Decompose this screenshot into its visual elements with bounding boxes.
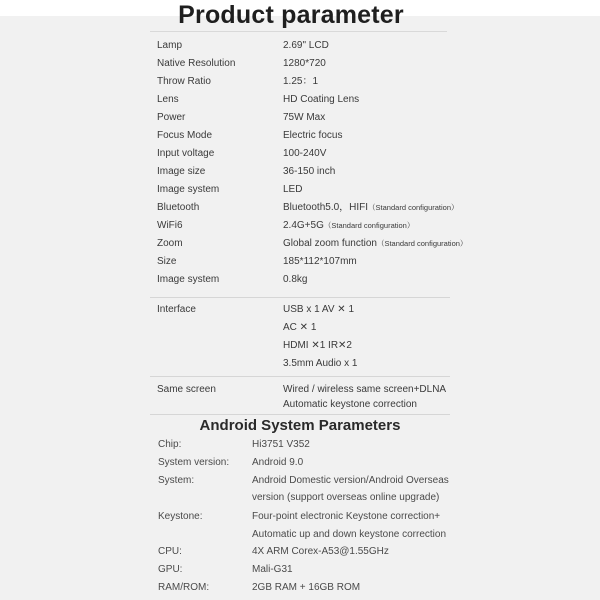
spec-key: Image system: [157, 184, 220, 195]
param-value: version (support overseas online upgrade): [252, 492, 440, 503]
android-row: [0, 579, 600, 597]
spec-key: Zoom: [157, 238, 183, 249]
spec-value: Automatic keystone correction: [283, 399, 417, 410]
spec-value-text: Global zoom function: [283, 238, 377, 249]
interface-row: [0, 301, 600, 319]
param-value: Automatic up and down keystone correction: [252, 529, 446, 540]
android-row: [0, 561, 600, 579]
param-key: GPU:: [158, 564, 183, 575]
spec-key: Throw Ratio: [157, 76, 211, 87]
param-key: Keystone:: [158, 511, 203, 522]
spec-value: [283, 199, 459, 217]
spec-key: Size: [157, 256, 177, 267]
spec-key: Image system: [157, 274, 220, 285]
spec-note: （Standard configuration）: [323, 221, 415, 230]
spec-row: [0, 109, 600, 127]
interface-row: [0, 319, 600, 337]
spec-value: HDMI ✕1 IR✕2: [283, 340, 352, 351]
spec-key: Focus Mode: [157, 130, 213, 141]
android-section-title: Android System Parameters: [199, 417, 401, 434]
spec-value: LED: [283, 184, 303, 195]
spec-key: Lens: [157, 94, 179, 105]
spec-key: Same screen: [157, 384, 216, 395]
spec-value: 75W Max: [283, 112, 326, 123]
spec-value: Electric focus: [283, 130, 343, 141]
param-key: System version:: [158, 457, 230, 468]
spec-key: Interface: [157, 304, 196, 315]
spec-row: [0, 127, 600, 145]
android-row: [0, 454, 600, 472]
spec-value: 0.8kg: [283, 274, 308, 285]
android-row: [0, 436, 600, 454]
spec-row: [0, 55, 600, 73]
spec-value: [283, 217, 414, 235]
spec-key: WiFi6: [157, 220, 183, 231]
spec-key: Image size: [157, 166, 206, 177]
param-value: 4X ARM Corex-A53@1.55GHz: [252, 546, 389, 557]
spec-value: 1.25：1: [283, 76, 319, 87]
spec-key: Input voltage: [157, 148, 215, 159]
param-key: RAM/ROM:: [158, 582, 210, 593]
spec-key: Bluetooth: [157, 202, 200, 213]
spec-value: AC ✕ 1: [283, 322, 317, 333]
spec-row: [0, 37, 600, 55]
param-value: 2GB RAM + 16GB ROM: [252, 582, 361, 593]
param-key: System:: [158, 475, 195, 486]
android-row: [0, 472, 600, 490]
spec-row: [0, 73, 600, 91]
title-divider: [150, 31, 447, 32]
spec-key: Native Resolution: [157, 58, 236, 69]
page-title: Product parameter: [178, 1, 404, 29]
spec-row: [0, 181, 600, 199]
android-row: [0, 543, 600, 561]
param-value: Hi3751 V352: [252, 439, 310, 450]
spec-value: 100-240V: [283, 148, 327, 159]
section-divider: [150, 297, 450, 298]
same-screen-row: [0, 396, 600, 414]
spec-value: HD Coating Lens: [283, 94, 360, 105]
spec-value: [283, 235, 467, 253]
interface-row: [0, 355, 600, 373]
spec-value: 1280*720: [283, 58, 326, 69]
section-divider: [150, 414, 450, 415]
spec-row: [0, 199, 600, 217]
spec-row: [0, 217, 600, 235]
spec-note: （Standard configuration）: [368, 203, 459, 212]
android-row: [0, 489, 600, 507]
param-value: Android 9.0: [252, 457, 304, 468]
spec-value: 2.69" LCD: [283, 40, 329, 51]
spec-value: 36-150 inch: [283, 166, 336, 177]
spec-row: [0, 271, 600, 289]
spec-value: USB x 1 AV ✕ 1: [283, 304, 355, 315]
spec-value: 185*112*107mm: [283, 256, 357, 267]
spec-row: [0, 235, 600, 253]
param-value: Mali-G31: [252, 564, 293, 575]
spec-value-text: 2.4G+5G: [283, 220, 324, 231]
param-key: CPU:: [158, 546, 182, 557]
spec-value-text: Bluetooth5.0，HIFI: [283, 202, 369, 213]
spec-key: Lamp: [157, 40, 183, 51]
spec-row: [0, 91, 600, 109]
param-value: Four-point electronic Keystone correction+: [252, 511, 441, 522]
spec-key: Power: [157, 112, 186, 123]
spec-row: [0, 253, 600, 271]
param-value: Android Domestic version/Android Overseas: [252, 475, 449, 486]
spec-value: Wired / wireless same screen+DLNA: [283, 384, 447, 395]
spec-row: [0, 145, 600, 163]
spec-row: [0, 163, 600, 181]
param-key: Chip:: [158, 439, 182, 450]
spec-value: 3.5mm Audio x 1: [283, 358, 358, 369]
interface-row: [0, 337, 600, 355]
spec-note: （Standard configuration）: [376, 239, 468, 248]
android-row: [0, 526, 600, 544]
section-divider: [150, 376, 450, 377]
android-row: [0, 508, 600, 526]
